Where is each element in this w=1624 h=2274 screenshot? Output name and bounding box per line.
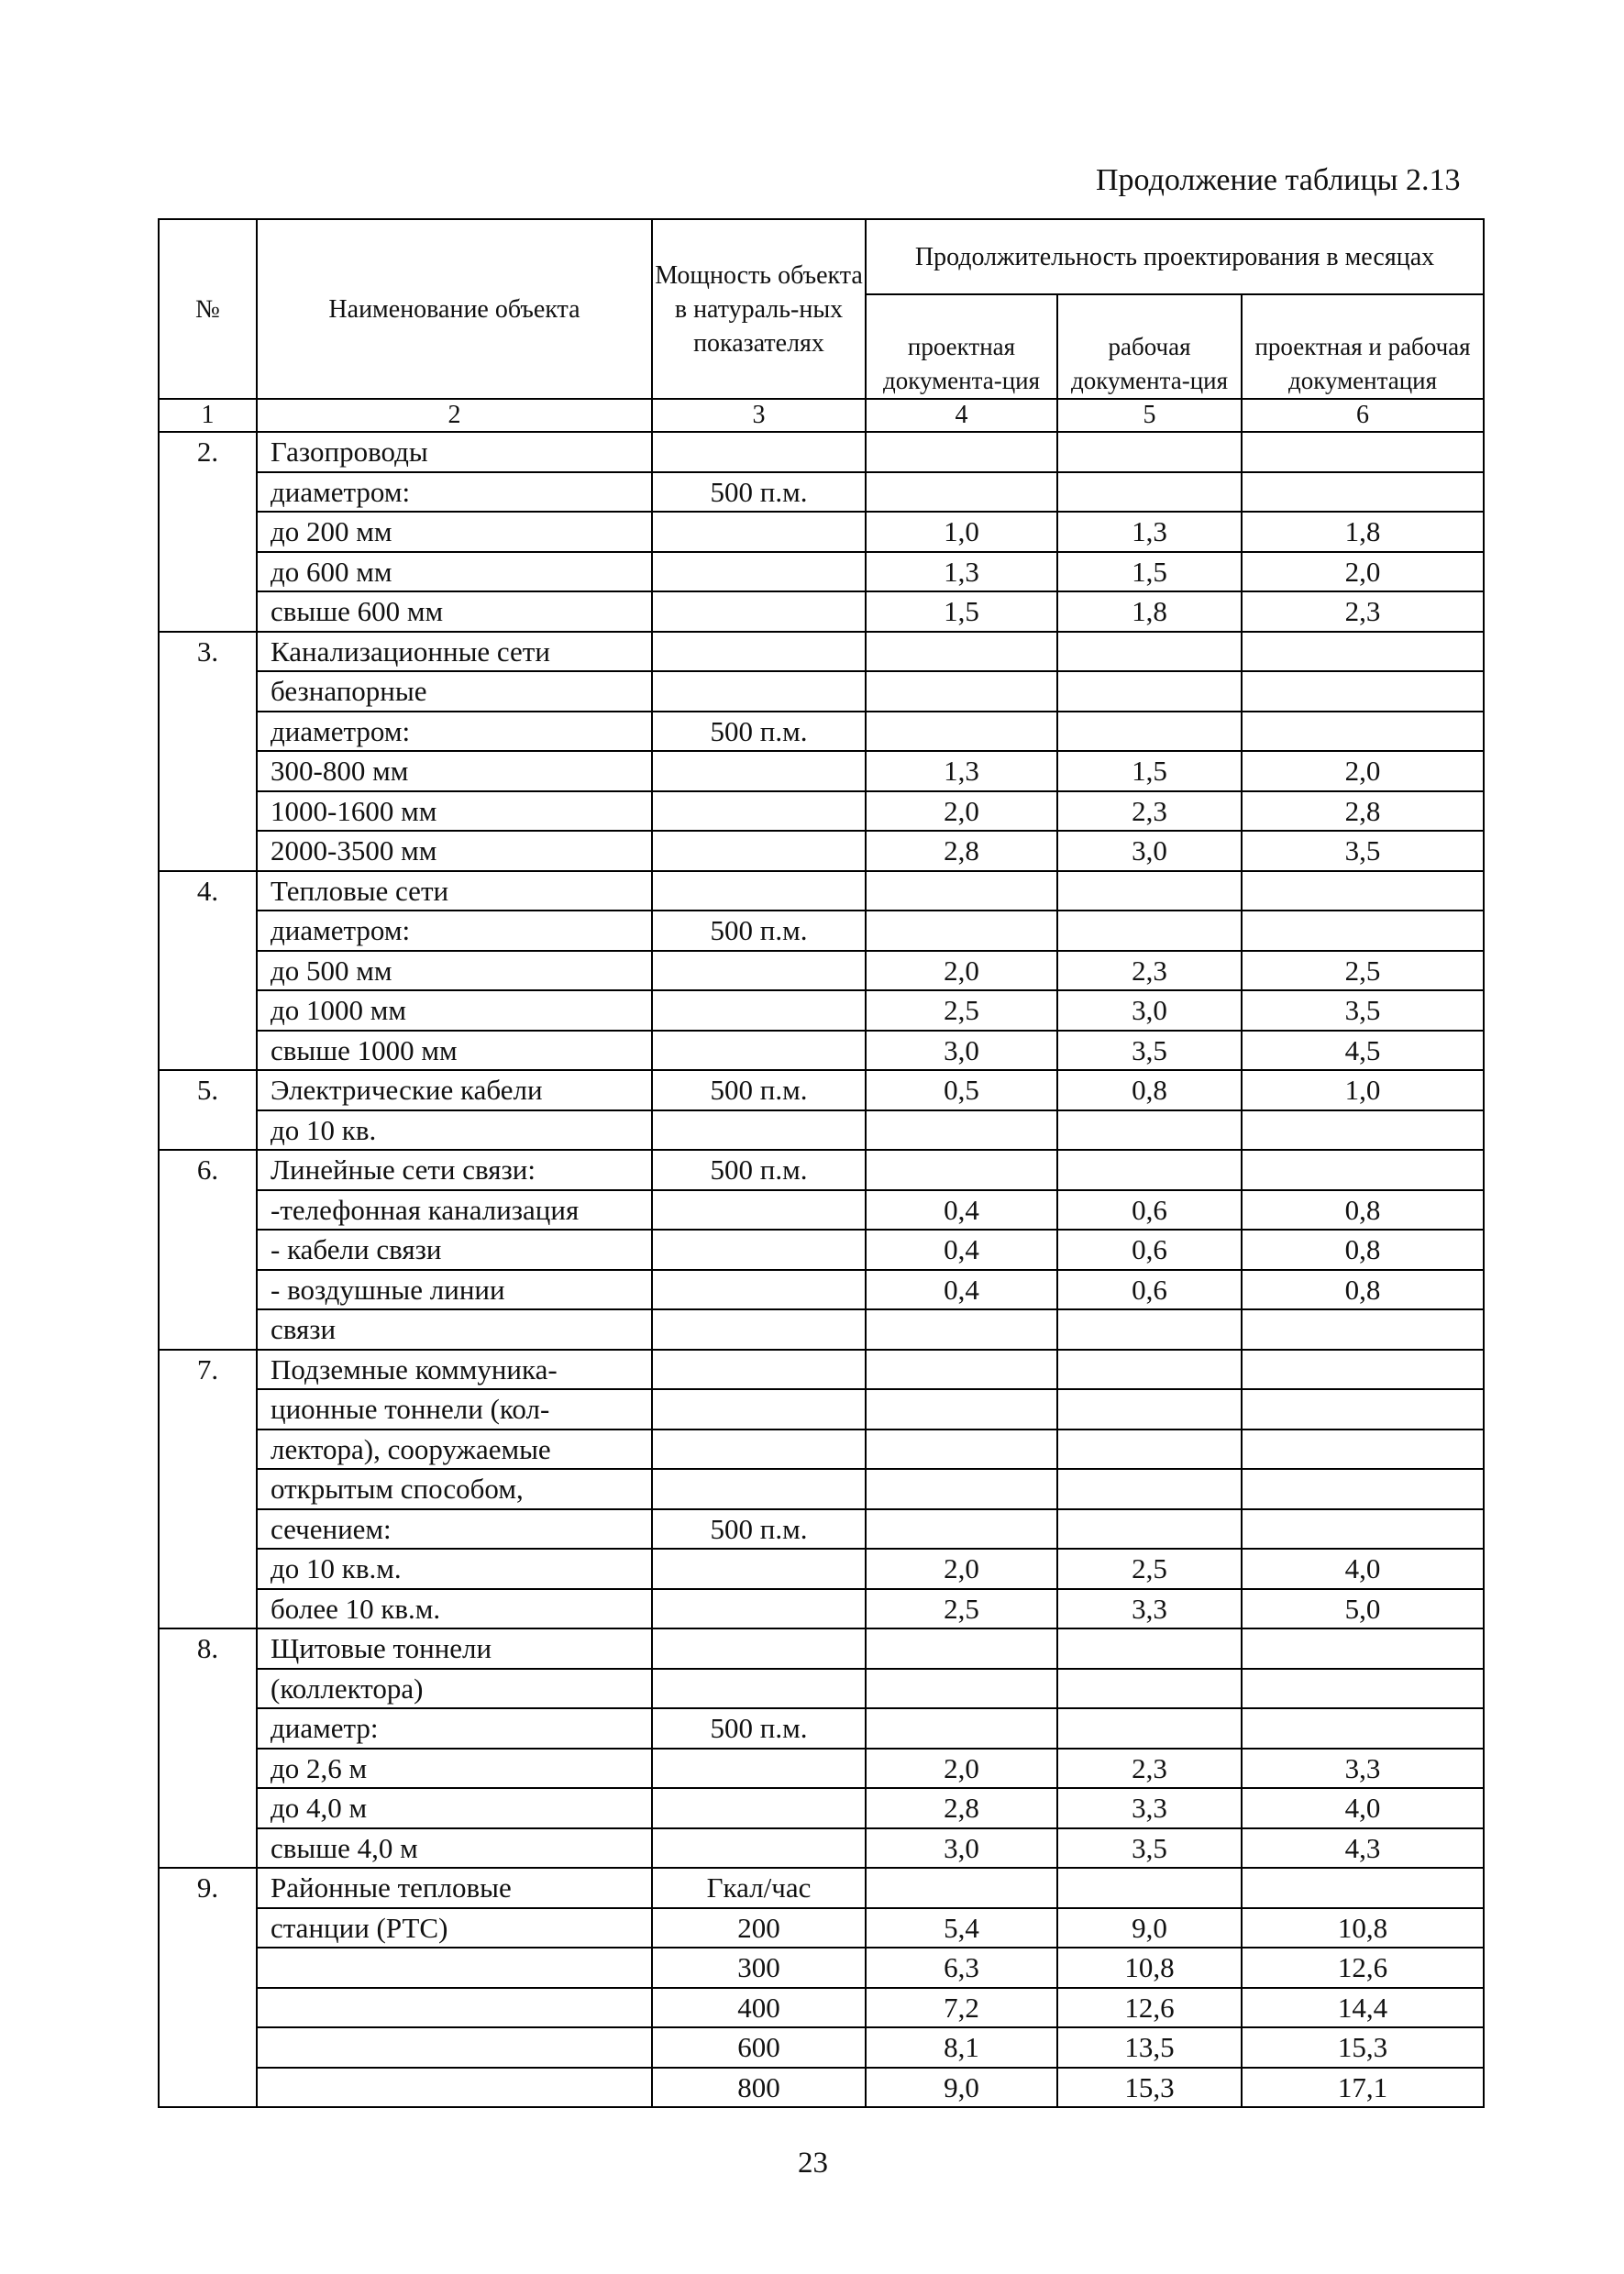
object-name-cell: Канализационные сети — [257, 632, 652, 672]
capacity-cell: 500 п.м. — [652, 1708, 866, 1749]
working-docs-value: 2,3 — [1057, 951, 1242, 991]
capacity-cell — [652, 1749, 866, 1789]
working-docs-value: 3,5 — [1057, 1031, 1242, 1071]
object-name-cell: до 600 мм — [257, 552, 652, 592]
header-working-docs: рабочая документа-ция — [1057, 294, 1242, 399]
combined-docs-value: 2,0 — [1242, 552, 1484, 592]
table-row — [159, 1070, 1484, 1110]
table-row — [159, 632, 1484, 672]
table-row — [159, 871, 1484, 911]
table-row — [159, 911, 1484, 951]
combined-docs-value — [1242, 1868, 1484, 1908]
project-docs-value — [866, 432, 1057, 472]
combined-docs-value: 2,3 — [1242, 591, 1484, 632]
table-row — [159, 951, 1484, 991]
working-docs-value: 2,3 — [1057, 1749, 1242, 1789]
object-name-cell: свыше 600 мм — [257, 591, 652, 632]
section-number: 5. — [159, 1070, 257, 1150]
project-docs-value — [866, 1669, 1057, 1709]
table-row — [159, 472, 1484, 513]
working-docs-value — [1057, 1708, 1242, 1749]
project-docs-value: 2,0 — [866, 951, 1057, 991]
working-docs-value — [1057, 671, 1242, 712]
capacity-cell — [652, 1669, 866, 1709]
table-row — [159, 1708, 1484, 1749]
table-row — [159, 1509, 1484, 1550]
header-project-docs: проектная документа-ция — [866, 294, 1057, 399]
object-name-cell: диаметром: — [257, 712, 652, 752]
project-docs-value — [866, 632, 1057, 672]
table-row — [159, 1270, 1484, 1310]
combined-docs-value: 0,8 — [1242, 1270, 1484, 1310]
table-caption: Продолжение таблицы 2.13 — [1096, 163, 1461, 197]
working-docs-value — [1057, 1868, 1242, 1908]
table-row — [159, 671, 1484, 712]
header-capacity: Мощность объекта в натураль-ных показателях — [652, 219, 866, 399]
combined-docs-value — [1242, 1350, 1484, 1390]
capacity-cell: 500 п.м. — [652, 1150, 866, 1190]
project-docs-value: 1,3 — [866, 552, 1057, 592]
working-docs-value — [1057, 911, 1242, 951]
table-row — [159, 751, 1484, 791]
object-name-cell: Подземные коммуника- — [257, 1350, 652, 1390]
project-docs-value — [866, 712, 1057, 752]
table-row — [159, 591, 1484, 632]
working-docs-value: 3,3 — [1057, 1589, 1242, 1629]
capacity-cell — [652, 1309, 866, 1350]
table-row — [159, 712, 1484, 752]
object-name-cell: связи — [257, 1309, 652, 1350]
capacity-cell — [652, 1389, 866, 1430]
object-name-cell: до 2,6 м — [257, 1749, 652, 1789]
capacity-cell — [652, 990, 866, 1031]
design-duration-table — [158, 218, 1485, 2108]
combined-docs-value — [1242, 1628, 1484, 1669]
capacity-cell — [652, 591, 866, 632]
combined-docs-value — [1242, 1509, 1484, 1550]
combined-docs-value — [1242, 1309, 1484, 1350]
column-number: 1 — [159, 399, 257, 432]
object-name-cell: до 10 кв.м. — [257, 1549, 652, 1589]
object-name-cell: безнапорные — [257, 671, 652, 712]
combined-docs-value: 14,4 — [1242, 1988, 1484, 2028]
object-name-cell: более 10 кв.м. — [257, 1589, 652, 1629]
capacity-cell — [652, 432, 866, 472]
combined-docs-value — [1242, 1669, 1484, 1709]
table-row — [159, 1350, 1484, 1390]
table-row — [159, 2068, 1484, 2108]
capacity-cell — [652, 671, 866, 712]
capacity-cell — [652, 1469, 866, 1509]
project-docs-value: 1,5 — [866, 591, 1057, 632]
capacity-cell — [652, 951, 866, 991]
capacity-cell — [652, 871, 866, 911]
project-docs-value: 0,4 — [866, 1270, 1057, 1310]
table-row — [159, 1110, 1484, 1151]
project-docs-value — [866, 1309, 1057, 1350]
working-docs-value: 1,3 — [1057, 512, 1242, 552]
working-docs-value — [1057, 1430, 1242, 1470]
combined-docs-value — [1242, 632, 1484, 672]
capacity-cell — [652, 831, 866, 871]
page-number: 23 — [798, 2147, 828, 2180]
project-docs-value — [866, 1469, 1057, 1509]
object-name-cell: свыше 4,0 м — [257, 1828, 652, 1869]
project-docs-value: 9,0 — [866, 2068, 1057, 2108]
capacity-cell — [652, 512, 866, 552]
object-name-cell — [257, 2068, 652, 2108]
table-row — [159, 432, 1484, 472]
capacity-cell — [652, 552, 866, 592]
working-docs-value — [1057, 871, 1242, 911]
combined-docs-value: 17,1 — [1242, 2068, 1484, 2108]
combined-docs-value — [1242, 1389, 1484, 1430]
working-docs-value: 0,6 — [1057, 1230, 1242, 1270]
capacity-cell — [652, 1788, 866, 1828]
project-docs-value: 2,0 — [866, 1549, 1057, 1589]
project-docs-value — [866, 1150, 1057, 1190]
table-body — [159, 432, 1484, 2107]
table-row — [159, 1589, 1484, 1629]
combined-docs-value — [1242, 432, 1484, 472]
capacity-cell — [652, 1589, 866, 1629]
capacity-cell — [652, 1628, 866, 1669]
combined-docs-value: 5,0 — [1242, 1589, 1484, 1629]
capacity-cell: 600 — [652, 2027, 866, 2068]
combined-docs-value — [1242, 871, 1484, 911]
section-number: 3. — [159, 632, 257, 871]
capacity-cell: 500 п.м. — [652, 712, 866, 752]
project-docs-value: 2,5 — [866, 990, 1057, 1031]
combined-docs-value: 0,8 — [1242, 1190, 1484, 1231]
working-docs-value: 0,8 — [1057, 1070, 1242, 1110]
capacity-cell: Гкал/час — [652, 1868, 866, 1908]
working-docs-value: 3,5 — [1057, 1828, 1242, 1869]
combined-docs-value: 4,0 — [1242, 1549, 1484, 1589]
column-number: 5 — [1057, 399, 1242, 432]
working-docs-value — [1057, 1669, 1242, 1709]
table-row — [159, 1430, 1484, 1470]
working-docs-value: 0,6 — [1057, 1190, 1242, 1231]
column-number: 3 — [652, 399, 866, 432]
table-row — [159, 1469, 1484, 1509]
column-number-row — [159, 399, 1484, 432]
header-name: Наименование объекта — [257, 219, 652, 399]
section-number: 4. — [159, 871, 257, 1071]
project-docs-value: 0,4 — [866, 1230, 1057, 1270]
working-docs-value — [1057, 1509, 1242, 1550]
working-docs-value — [1057, 712, 1242, 752]
capacity-cell: 500 п.м. — [652, 1070, 866, 1110]
capacity-cell — [652, 1270, 866, 1310]
project-docs-value: 0,4 — [866, 1190, 1057, 1231]
capacity-cell — [652, 1430, 866, 1470]
project-docs-value: 2,5 — [866, 1589, 1057, 1629]
combined-docs-value: 2,8 — [1242, 791, 1484, 832]
working-docs-value: 13,5 — [1057, 2027, 1242, 2068]
combined-docs-value: 3,3 — [1242, 1749, 1484, 1789]
table-row — [159, 1828, 1484, 1869]
table-row — [159, 1669, 1484, 1709]
working-docs-value: 2,5 — [1057, 1549, 1242, 1589]
capacity-cell: 500 п.м. — [652, 472, 866, 513]
combined-docs-value — [1242, 1430, 1484, 1470]
project-docs-value: 1,3 — [866, 751, 1057, 791]
section-number: 7. — [159, 1350, 257, 1629]
header-project-and-working-docs: проектная и рабочая документация — [1242, 294, 1484, 399]
project-docs-value — [866, 1389, 1057, 1430]
working-docs-value: 12,6 — [1057, 1988, 1242, 2028]
project-docs-value: 7,2 — [866, 1988, 1057, 2028]
working-docs-value — [1057, 1110, 1242, 1151]
capacity-cell — [652, 1549, 866, 1589]
object-name-cell: диаметр: — [257, 1708, 652, 1749]
project-docs-value — [866, 1509, 1057, 1550]
table-row — [159, 1230, 1484, 1270]
table-row — [159, 1908, 1484, 1948]
object-name-cell: станции (РТС) — [257, 1908, 652, 1948]
project-docs-value — [866, 1868, 1057, 1908]
capacity-cell: 400 — [652, 1988, 866, 2028]
working-docs-value: 3,0 — [1057, 990, 1242, 1031]
table-row — [159, 1988, 1484, 2028]
working-docs-value — [1057, 432, 1242, 472]
table-row — [159, 512, 1484, 552]
object-name-cell: Щитовые тоннели — [257, 1628, 652, 1669]
section-number: 9. — [159, 1868, 257, 2107]
combined-docs-value — [1242, 472, 1484, 513]
combined-docs-value: 15,3 — [1242, 2027, 1484, 2068]
section-number: 2. — [159, 432, 257, 632]
capacity-cell — [652, 1110, 866, 1151]
capacity-cell — [652, 1230, 866, 1270]
capacity-cell — [652, 1031, 866, 1071]
object-name-cell: до 4,0 м — [257, 1788, 652, 1828]
project-docs-value: 2,0 — [866, 1749, 1057, 1789]
combined-docs-value: 1,0 — [1242, 1070, 1484, 1110]
object-name-cell: сечением: — [257, 1509, 652, 1550]
working-docs-value — [1057, 1150, 1242, 1190]
capacity-cell — [652, 791, 866, 832]
working-docs-value — [1057, 632, 1242, 672]
working-docs-value: 3,3 — [1057, 1788, 1242, 1828]
header-no: № — [159, 219, 257, 399]
object-name-cell: открытым способом, — [257, 1469, 652, 1509]
working-docs-value — [1057, 1469, 1242, 1509]
object-name-cell — [257, 1948, 652, 1988]
header-duration-group: Продолжительность проектирования в месяцах — [866, 219, 1484, 294]
working-docs-value — [1057, 472, 1242, 513]
combined-docs-value — [1242, 712, 1484, 752]
capacity-cell — [652, 751, 866, 791]
object-name-cell: до 1000 мм — [257, 990, 652, 1031]
working-docs-value: 10,8 — [1057, 1948, 1242, 1988]
table-row — [159, 1031, 1484, 1071]
combined-docs-value — [1242, 1708, 1484, 1749]
combined-docs-value: 4,0 — [1242, 1788, 1484, 1828]
project-docs-value: 2,0 — [866, 791, 1057, 832]
project-docs-value: 2,8 — [866, 831, 1057, 871]
object-name-cell: ционные тоннели (кол- — [257, 1389, 652, 1430]
combined-docs-value: 12,6 — [1242, 1948, 1484, 1988]
working-docs-value: 1,5 — [1057, 751, 1242, 791]
table-row — [159, 1549, 1484, 1589]
table-row — [159, 1948, 1484, 1988]
section-number: 6. — [159, 1150, 257, 1350]
project-docs-value: 2,8 — [866, 1788, 1057, 1828]
table-row — [159, 552, 1484, 592]
object-name-cell: (коллектора) — [257, 1669, 652, 1709]
table-row — [159, 1190, 1484, 1231]
working-docs-value: 9,0 — [1057, 1908, 1242, 1948]
capacity-cell: 300 — [652, 1948, 866, 1988]
object-name-cell: Линейные сети связи: — [257, 1150, 652, 1190]
project-docs-value: 6,3 — [866, 1948, 1057, 1988]
capacity-cell: 500 п.м. — [652, 1509, 866, 1550]
table-row — [159, 831, 1484, 871]
combined-docs-value: 0,8 — [1242, 1230, 1484, 1270]
combined-docs-value — [1242, 1110, 1484, 1151]
object-name-cell: 1000-1600 мм — [257, 791, 652, 832]
combined-docs-value: 4,3 — [1242, 1828, 1484, 1869]
project-docs-value — [866, 1350, 1057, 1390]
combined-docs-value: 3,5 — [1242, 990, 1484, 1031]
project-docs-value: 0,5 — [866, 1070, 1057, 1110]
column-number: 6 — [1242, 399, 1484, 432]
object-name-cell: - воздушные линии — [257, 1270, 652, 1310]
working-docs-value: 1,8 — [1057, 591, 1242, 632]
capacity-cell — [652, 632, 866, 672]
column-number: 2 — [257, 399, 652, 432]
object-name-cell: Электрические кабели — [257, 1070, 652, 1110]
object-name-cell: Газопроводы — [257, 432, 652, 472]
combined-docs-value — [1242, 1469, 1484, 1509]
object-name-cell: диаметром: — [257, 911, 652, 951]
working-docs-value — [1057, 1628, 1242, 1669]
project-docs-value — [866, 1708, 1057, 1749]
combined-docs-value: 1,8 — [1242, 512, 1484, 552]
section-number: 8. — [159, 1628, 257, 1868]
table-row — [159, 990, 1484, 1031]
column-number: 4 — [866, 399, 1057, 432]
table-row — [159, 1389, 1484, 1430]
project-docs-value — [866, 472, 1057, 513]
project-docs-value — [866, 671, 1057, 712]
object-name-cell: 2000-3500 мм — [257, 831, 652, 871]
project-docs-value — [866, 871, 1057, 911]
project-docs-value: 3,0 — [866, 1031, 1057, 1071]
object-name-cell: - кабели связи — [257, 1230, 652, 1270]
working-docs-value: 1,5 — [1057, 552, 1242, 592]
table-row — [159, 1150, 1484, 1190]
working-docs-value — [1057, 1389, 1242, 1430]
table-row — [159, 1788, 1484, 1828]
object-name-cell: Районные тепловые — [257, 1868, 652, 1908]
project-docs-value: 3,0 — [866, 1828, 1057, 1869]
object-name-cell: до 10 кв. — [257, 1110, 652, 1151]
combined-docs-value — [1242, 671, 1484, 712]
working-docs-value: 0,6 — [1057, 1270, 1242, 1310]
object-name-cell: лектора), сооружаемые — [257, 1430, 652, 1470]
combined-docs-value: 2,0 — [1242, 751, 1484, 791]
object-name-cell: 300-800 мм — [257, 751, 652, 791]
project-docs-value: 8,1 — [866, 2027, 1057, 2068]
object-name-cell: -телефонная канализация — [257, 1190, 652, 1231]
capacity-cell — [652, 1350, 866, 1390]
capacity-cell — [652, 1190, 866, 1231]
capacity-cell — [652, 1828, 866, 1869]
table-row — [159, 1749, 1484, 1789]
object-name-cell: свыше 1000 мм — [257, 1031, 652, 1071]
object-name-cell — [257, 2027, 652, 2068]
combined-docs-value: 3,5 — [1242, 831, 1484, 871]
capacity-cell: 200 — [652, 1908, 866, 1948]
working-docs-value: 3,0 — [1057, 831, 1242, 871]
combined-docs-value — [1242, 911, 1484, 951]
project-docs-value — [866, 1110, 1057, 1151]
table-row — [159, 1868, 1484, 1908]
project-docs-value — [866, 1430, 1057, 1470]
table-row — [159, 2027, 1484, 2068]
combined-docs-value: 10,8 — [1242, 1908, 1484, 1948]
working-docs-value — [1057, 1309, 1242, 1350]
combined-docs-value: 4,5 — [1242, 1031, 1484, 1071]
capacity-cell: 500 п.м. — [652, 911, 866, 951]
combined-docs-value: 2,5 — [1242, 951, 1484, 991]
object-name-cell: до 500 мм — [257, 951, 652, 991]
object-name-cell: диаметром: — [257, 472, 652, 513]
capacity-cell: 800 — [652, 2068, 866, 2108]
object-name-cell: до 200 мм — [257, 512, 652, 552]
working-docs-value: 2,3 — [1057, 791, 1242, 832]
table-row — [159, 1309, 1484, 1350]
table-row — [159, 791, 1484, 832]
project-docs-value — [866, 1628, 1057, 1669]
object-name-cell — [257, 1988, 652, 2028]
project-docs-value: 5,4 — [866, 1908, 1057, 1948]
project-docs-value — [866, 911, 1057, 951]
combined-docs-value — [1242, 1150, 1484, 1190]
project-docs-value: 1,0 — [866, 512, 1057, 552]
working-docs-value — [1057, 1350, 1242, 1390]
working-docs-value: 15,3 — [1057, 2068, 1242, 2108]
table-row — [159, 1628, 1484, 1669]
object-name-cell: Тепловые сети — [257, 871, 652, 911]
